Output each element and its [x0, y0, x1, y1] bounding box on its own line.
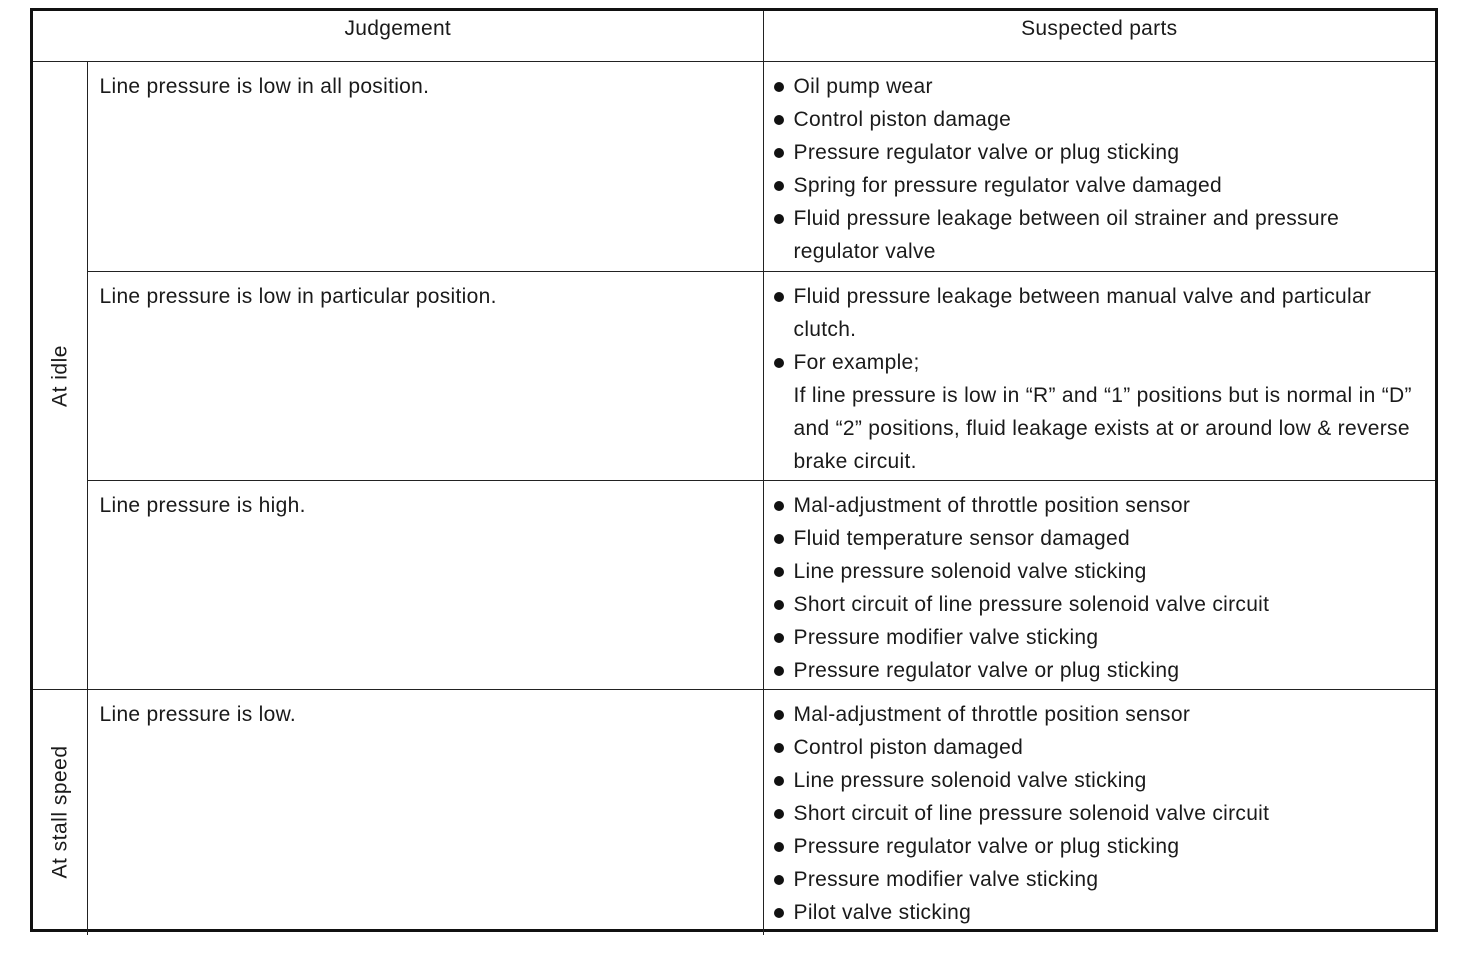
- list-item-text: Spring for pressure regulator valve damaged: [793, 174, 1222, 197]
- bullet-icon: [774, 743, 784, 753]
- list-item-text: Fluid pressure leakage between manual valve and particular clutch.: [793, 285, 1372, 341]
- line-pressure-diagnosis-table: [33, 11, 1435, 935]
- judgement-cell: Line pressure is low.: [87, 690, 763, 935]
- bullet-icon: [774, 358, 784, 368]
- list-item: [772, 621, 1421, 654]
- condition-cell-at-stall-speed: [33, 690, 87, 935]
- list-item: [772, 555, 1421, 588]
- list-item: [772, 522, 1421, 555]
- bullet-icon: [774, 600, 784, 610]
- example-note: If line pressure is low in “R” and “1” positions but is normal in “D” and “2” positions, fluid leakage exists at or around low & reverse brake circuit.: [793, 384, 1412, 473]
- bullet-icon: [774, 633, 784, 643]
- bullet-icon: [774, 710, 784, 720]
- list-item-text: Pressure regulator valve or plug sticking: [793, 141, 1180, 164]
- list-item: [772, 489, 1421, 522]
- bullet-icon: [774, 82, 784, 92]
- table-row: [33, 272, 1435, 481]
- judgement-cell: Line pressure is high.: [87, 481, 763, 690]
- judgement-cell: Line pressure is low in all position.: [87, 62, 763, 272]
- bullet-icon: [774, 776, 784, 786]
- suspected-parts-cell: [763, 272, 1435, 481]
- table-row: [33, 62, 1435, 272]
- list-item-text: Control piston damage: [793, 108, 1012, 131]
- condition-cell-at-idle: [33, 62, 87, 690]
- bullet-icon: [774, 148, 784, 158]
- list-item-text: Pilot valve sticking: [793, 901, 972, 924]
- list-item-text: Fluid pressure leakage between oil strainer and pressure regulator valve: [793, 207, 1340, 263]
- diagnosis-table-frame: [30, 8, 1438, 932]
- header-suspected-parts: Suspected parts: [763, 11, 1435, 62]
- judgement-cell: Line pressure is low in particular position.: [87, 272, 763, 481]
- condition-label: At idle: [48, 344, 72, 407]
- parts-list: [772, 698, 1421, 929]
- parts-list: [772, 280, 1421, 478]
- list-item: [772, 202, 1421, 268]
- bullet-icon: [774, 292, 784, 302]
- bullet-icon: [774, 501, 784, 511]
- list-item-text: Pressure modifier valve sticking: [793, 868, 1099, 891]
- list-item-text: Mal-adjustment of throttle position sensor: [793, 703, 1191, 726]
- suspected-parts-cell: [763, 481, 1435, 690]
- bullet-icon: [774, 181, 784, 191]
- bullet-icon: [774, 908, 784, 918]
- bullet-icon: [774, 115, 784, 125]
- suspected-parts-cell: [763, 62, 1435, 272]
- list-item: [772, 863, 1421, 896]
- parts-list: [772, 70, 1421, 268]
- list-item-text: Pressure regulator valve or plug sticking: [793, 659, 1180, 682]
- list-item-text: Oil pump wear: [793, 75, 933, 98]
- header-judgement: Judgement: [33, 11, 763, 62]
- list-item: [772, 797, 1421, 830]
- list-item-text: For example;: [793, 351, 920, 374]
- bullet-icon: [774, 875, 784, 885]
- list-item: [772, 830, 1421, 863]
- table-row: [33, 690, 1435, 935]
- list-item-text: Short circuit of line pressure solenoid valve circuit: [793, 802, 1270, 825]
- list-item-text: Control piston damaged: [793, 736, 1024, 759]
- list-item: [772, 731, 1421, 764]
- list-item: [772, 169, 1421, 202]
- bullet-icon: [774, 842, 784, 852]
- table-row: [33, 481, 1435, 690]
- bullet-icon: [774, 666, 784, 676]
- bullet-icon: [774, 567, 784, 577]
- list-item-text: Line pressure solenoid valve sticking: [793, 560, 1147, 583]
- list-item: [772, 588, 1421, 621]
- list-item: [772, 136, 1421, 169]
- list-item-text: Pressure regulator valve or plug sticking: [793, 835, 1180, 858]
- list-item: [772, 654, 1421, 687]
- list-item: [772, 280, 1421, 346]
- list-item-text: Line pressure solenoid valve sticking: [793, 769, 1147, 792]
- list-item-text: Short circuit of line pressure solenoid valve circuit: [793, 593, 1270, 616]
- list-item: [772, 896, 1421, 929]
- bullet-icon: [774, 809, 784, 819]
- condition-label: At stall speed: [48, 745, 72, 879]
- list-item: [772, 103, 1421, 136]
- list-item-text: Fluid temperature sensor damaged: [793, 527, 1130, 550]
- header-row: [33, 11, 1435, 62]
- list-item-text: Mal-adjustment of throttle position sensor: [793, 494, 1191, 517]
- list-item: [772, 346, 1421, 379]
- bullet-icon: [774, 534, 784, 544]
- list-item-text: Pressure modifier valve sticking: [793, 626, 1099, 649]
- parts-list: [772, 489, 1421, 687]
- suspected-parts-cell: [763, 690, 1435, 935]
- list-item: [772, 698, 1421, 731]
- list-item: [772, 70, 1421, 103]
- list-item: [772, 764, 1421, 797]
- bullet-icon: [774, 214, 784, 224]
